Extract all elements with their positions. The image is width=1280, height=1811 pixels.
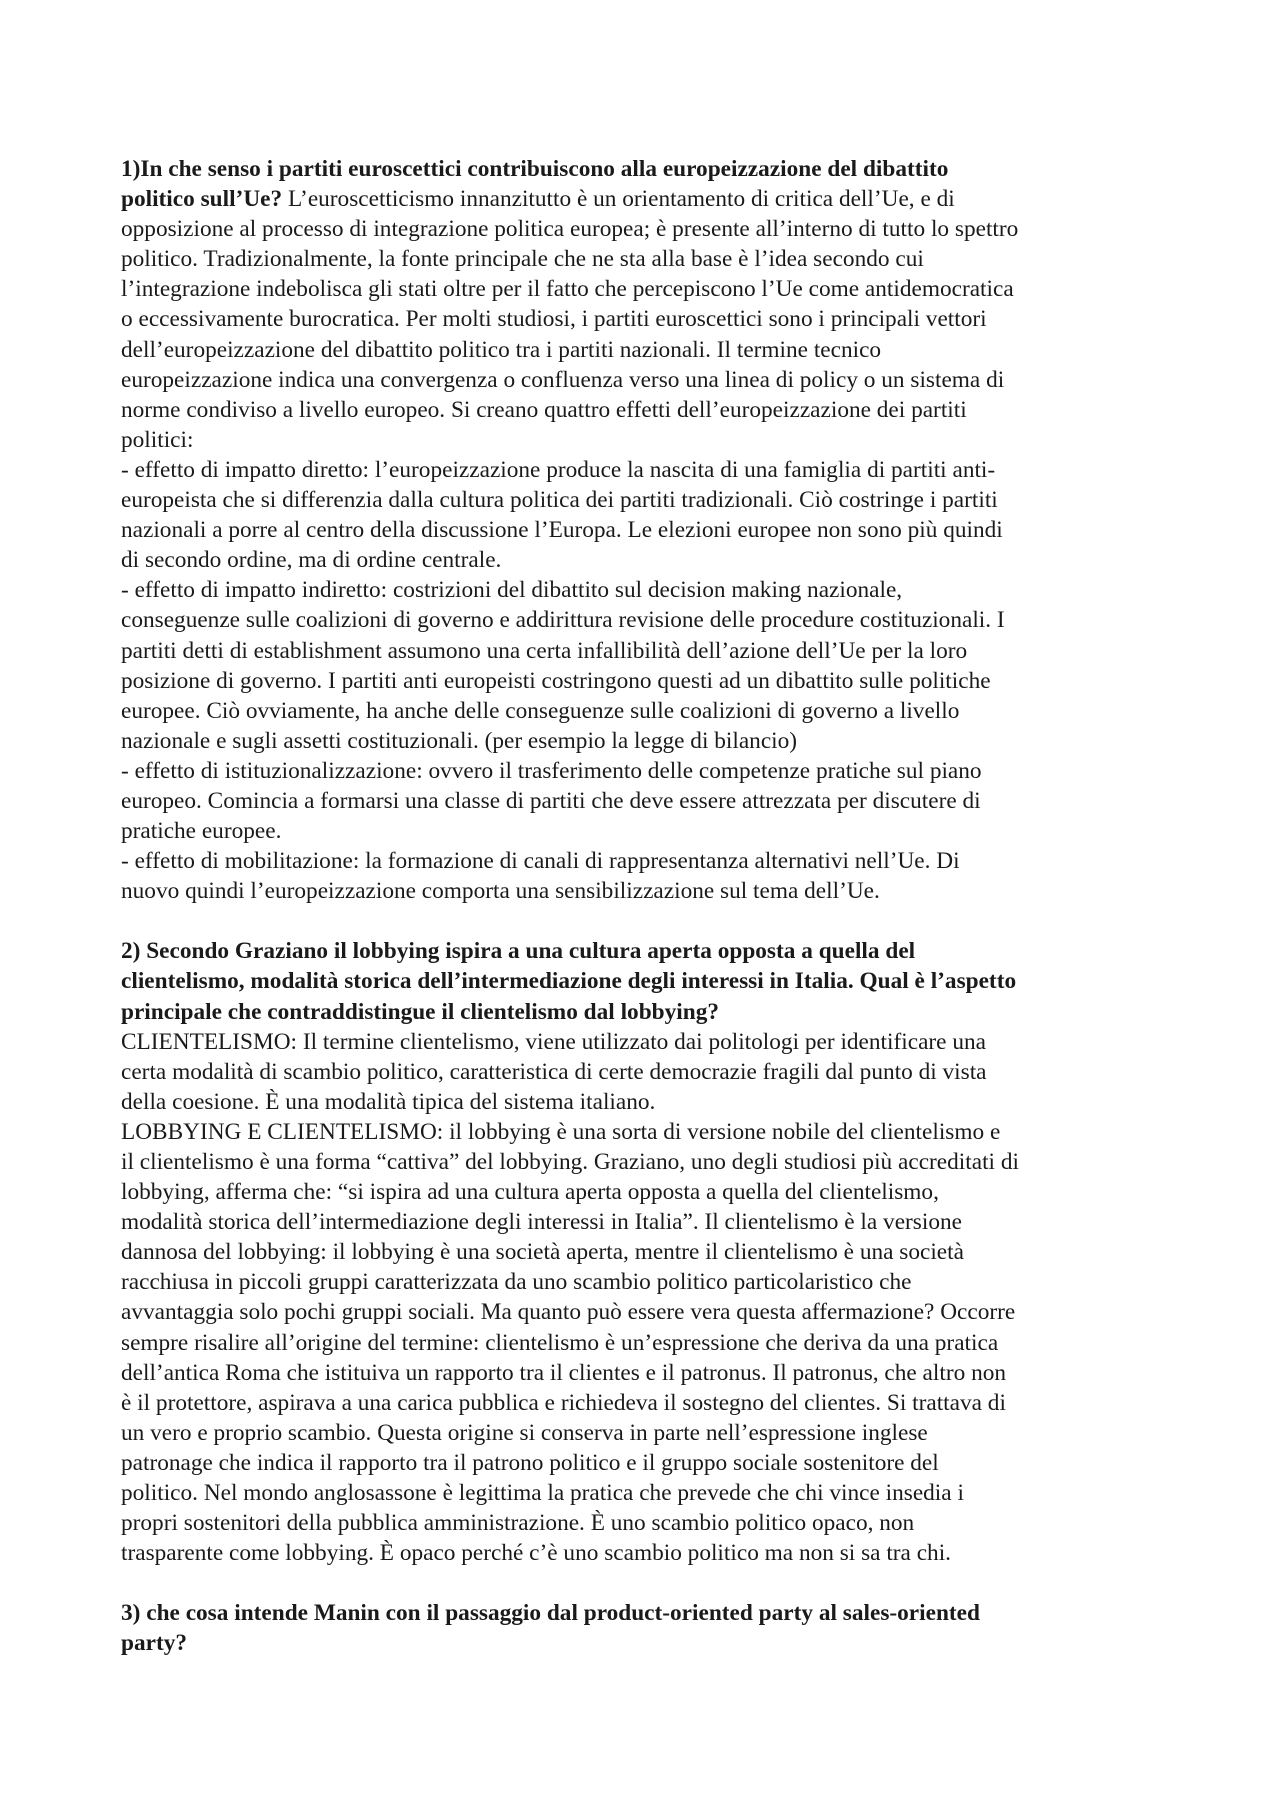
answer-text: nazionale e sugli assetti costituzionali. (per esempio la legge di bilancio)	[121, 727, 798, 754]
text-line	[121, 1177, 1171, 1207]
answer-text: europeo. Comincia a formarsi una classe di partiti che deve essere attrezzata per discutere di	[121, 787, 981, 814]
answer-text: modalità storica dell’intermediazione degli interessi in Italia”. Il clientelismo è la versione	[121, 1209, 962, 1236]
question-text: 3) che cosa intende Manin con il passaggio dal product-oriented party al sales-oriented	[121, 1600, 980, 1627]
answer-text: lobbying, afferma che: “si ispira ad una cultura aperta opposta a quella del clientelismo,	[121, 1179, 939, 1206]
text-line	[121, 1628, 1171, 1658]
text-line	[121, 1418, 1171, 1448]
text-line	[121, 756, 1171, 786]
text-line	[121, 1237, 1171, 1267]
text-line	[121, 515, 1171, 545]
text-line	[121, 244, 1171, 274]
answer-text: certa modalità di scambio politico, caratteristica di certe democrazie fragili dal punto di vista	[121, 1058, 987, 1085]
answer-text: di secondo ordine, ma di ordine centrale.	[121, 547, 502, 574]
answer-text: l’integrazione indebolisca gli stati oltre per il fatto che percepiscono l’Ue come antidemocratica	[121, 276, 1014, 303]
section-1	[121, 154, 1171, 906]
answer-text: LOBBYING E CLIENTELISMO: il lobbying è una sorta di versione nobile del clientelismo e	[121, 1118, 1001, 1145]
answer-text: politico. Nel mondo anglosassone è legittima la pratica che prevede che chi vince insedia i	[121, 1480, 964, 1507]
text-line	[121, 214, 1171, 244]
answer-text: politici:	[121, 426, 194, 453]
answer-text: racchiusa in piccoli gruppi caratterizzata da uno scambio politico particolaristico che	[121, 1269, 912, 1296]
answer-text: europeizzazione indica una convergenza o confluenza verso una linea di policy o un sistema di	[121, 366, 1005, 393]
text-line	[121, 846, 1171, 876]
text-line	[121, 184, 1171, 214]
question-text: 1)In che senso i partiti euroscettici contribuiscono alla europeizzazione del dibattito	[121, 156, 949, 182]
answer-text: propri sostenitori della pubblica amministrazione. È uno scambio politico opaco, non	[121, 1510, 915, 1537]
answer-text: patronage che indica il rapporto tra il patrono politico e il gruppo sociale sostenitore del	[121, 1449, 939, 1476]
answer-text: sempre risalire all’origine del termine: clientelismo è un’espressione che deriva da una pratica	[121, 1329, 999, 1356]
text-line	[121, 335, 1171, 365]
section-2	[121, 936, 1171, 1568]
text-line	[121, 666, 1171, 696]
answer-text: o eccessivamente burocratica. Per molti studiosi, i partiti euroscettici sono i principali vettori	[121, 306, 987, 333]
text-line	[121, 816, 1171, 846]
text-line	[121, 365, 1171, 395]
answer-text: il clientelismo è una forma “cattiva” del lobbying. Graziano, uno degli studiosi più accreditati di	[121, 1149, 1019, 1175]
text-line	[121, 1328, 1171, 1358]
text-line	[121, 997, 1171, 1027]
answer-text: dannosa del lobbying: il lobbying è una società aperta, mentre il clientelismo è una società	[121, 1239, 964, 1266]
text-line	[121, 605, 1171, 635]
answer-text: dell’europeizzazione del dibattito politico tra i partiti nazionali. Il termine tecnico	[121, 336, 882, 363]
text-line	[121, 786, 1171, 816]
question-text: 2) Secondo Graziano il lobbying ispira a una cultura aperta opposta a quella del	[121, 938, 916, 965]
answer-text: dell’antica Roma che istituiva un rapporto tra il clientes e il patronus. Il patronus, che altro non	[121, 1359, 1007, 1386]
text-line	[121, 1087, 1171, 1117]
text-line	[121, 1508, 1171, 1538]
document-page	[121, 154, 1171, 1659]
answer-text: nazionali a porre al centro della discussione l’Europa. Le elezioni europee non sono più quindi	[121, 517, 1003, 544]
text-line	[121, 1358, 1171, 1388]
text-line	[121, 726, 1171, 756]
answer-text: - effetto di mobilitazione: la formazione di canali di rappresentanza alternativi nell’Ue. Di	[121, 848, 960, 875]
answer-text: politico. Tradizionalmente, la fonte principale che ne sta alla base è l’idea secondo cui	[121, 246, 924, 273]
question-text: party?	[121, 1630, 188, 1657]
text-line	[121, 425, 1171, 455]
text-line	[121, 1147, 1171, 1177]
question-text: principale che contraddistingue il clientelismo dal lobbying?	[121, 998, 719, 1025]
text-line	[121, 1388, 1171, 1418]
answer-text: conseguenze sulle coalizioni di governo e addirittura revisione delle procedure costituzionali. I	[121, 607, 1005, 634]
answer-text: un vero e proprio scambio. Questa origine si conserva in parte nell’espressione inglese	[121, 1419, 928, 1446]
text-line	[121, 455, 1171, 485]
text-line	[121, 304, 1171, 334]
document-body	[121, 154, 1171, 1659]
answer-text: nuovo quindi l’europeizzazione comporta una sensibilizzazione sul tema dell’Ue.	[121, 878, 880, 905]
text-line	[121, 876, 1171, 906]
text-line	[121, 395, 1171, 425]
answer-text: L’euroscetticismo innanzitutto è un orientamento di critica dell’Ue, e di	[282, 186, 955, 213]
text-line	[121, 1448, 1171, 1478]
answer-text: posizione di governo. I partiti anti europeisti costringono questi ad un dibattito sulle politiche	[121, 667, 991, 694]
section-gap	[121, 1568, 1171, 1598]
answer-text: avvantaggia solo pochi gruppi sociali. Ma quanto può essere vera questa affermazione? Occorre	[121, 1299, 1016, 1326]
text-line	[121, 575, 1171, 605]
answer-text: europeista che si differenzia dalla cultura politica dei partiti tradizionali. Ciò costringe i partiti	[121, 487, 998, 514]
answer-text: europee. Ciò ovviamente, ha anche delle conseguenze sulle coalizioni di governo a livello	[121, 697, 960, 724]
text-line	[121, 636, 1171, 666]
text-line	[121, 1478, 1171, 1508]
answer-text: - effetto di istituzionalizzazione: ovvero il trasferimento delle competenze pratiche sul piano	[121, 757, 982, 784]
text-line	[121, 545, 1171, 575]
section-gap	[121, 906, 1171, 936]
text-line	[121, 966, 1171, 996]
text-line	[121, 1598, 1171, 1628]
section-3	[121, 1598, 1171, 1658]
answer-text: della coesione. È una modalità tipica del sistema italiano.	[121, 1088, 656, 1115]
text-line	[121, 1027, 1171, 1057]
answer-text: - effetto di impatto indiretto: costrizioni del dibattito sul decision making nazionale,	[121, 577, 903, 604]
answer-text: CLIENTELISMO: Il termine clientelismo, viene utilizzato dai politologi per identificare una	[121, 1028, 986, 1055]
answer-text: trasparente come lobbying. È opaco perché c’è uno scambio politico ma non si sa tra chi.	[121, 1540, 951, 1567]
text-line	[121, 154, 1171, 184]
text-line	[121, 1117, 1171, 1147]
text-line	[121, 274, 1171, 304]
text-line	[121, 1538, 1171, 1568]
text-line	[121, 1297, 1171, 1327]
text-line	[121, 1207, 1171, 1237]
answer-text: - effetto di impatto diretto: l’europeizzazione produce la nascita di una famiglia di partiti anti-	[121, 456, 996, 483]
answer-text: partiti detti di establishment assumono una certa infallibilità dell’azione dell’Ue per la loro	[121, 637, 968, 664]
question-text: politico sull’Ue?	[121, 186, 283, 213]
text-line	[121, 485, 1171, 515]
answer-text: pratiche europee.	[121, 818, 282, 845]
answer-text: norme condiviso a livello europeo. Si creano quattro effetti dell’europeizzazione dei partiti	[121, 396, 967, 423]
text-line	[121, 696, 1171, 726]
text-line	[121, 936, 1171, 966]
text-line	[121, 1267, 1171, 1297]
question-text: clientelismo, modalità storica dell’intermediazione degli interessi in Italia. Qual è l’aspetto	[121, 968, 1017, 995]
text-line	[121, 1057, 1171, 1087]
answer-text: è il protettore, aspirava a una carica pubblica e richiedeva il sostegno del clientes. Si trattava di	[121, 1389, 1006, 1416]
answer-text: opposizione al processo di integrazione politica europea; è presente all’interno di tutto lo spettro	[121, 216, 1019, 243]
